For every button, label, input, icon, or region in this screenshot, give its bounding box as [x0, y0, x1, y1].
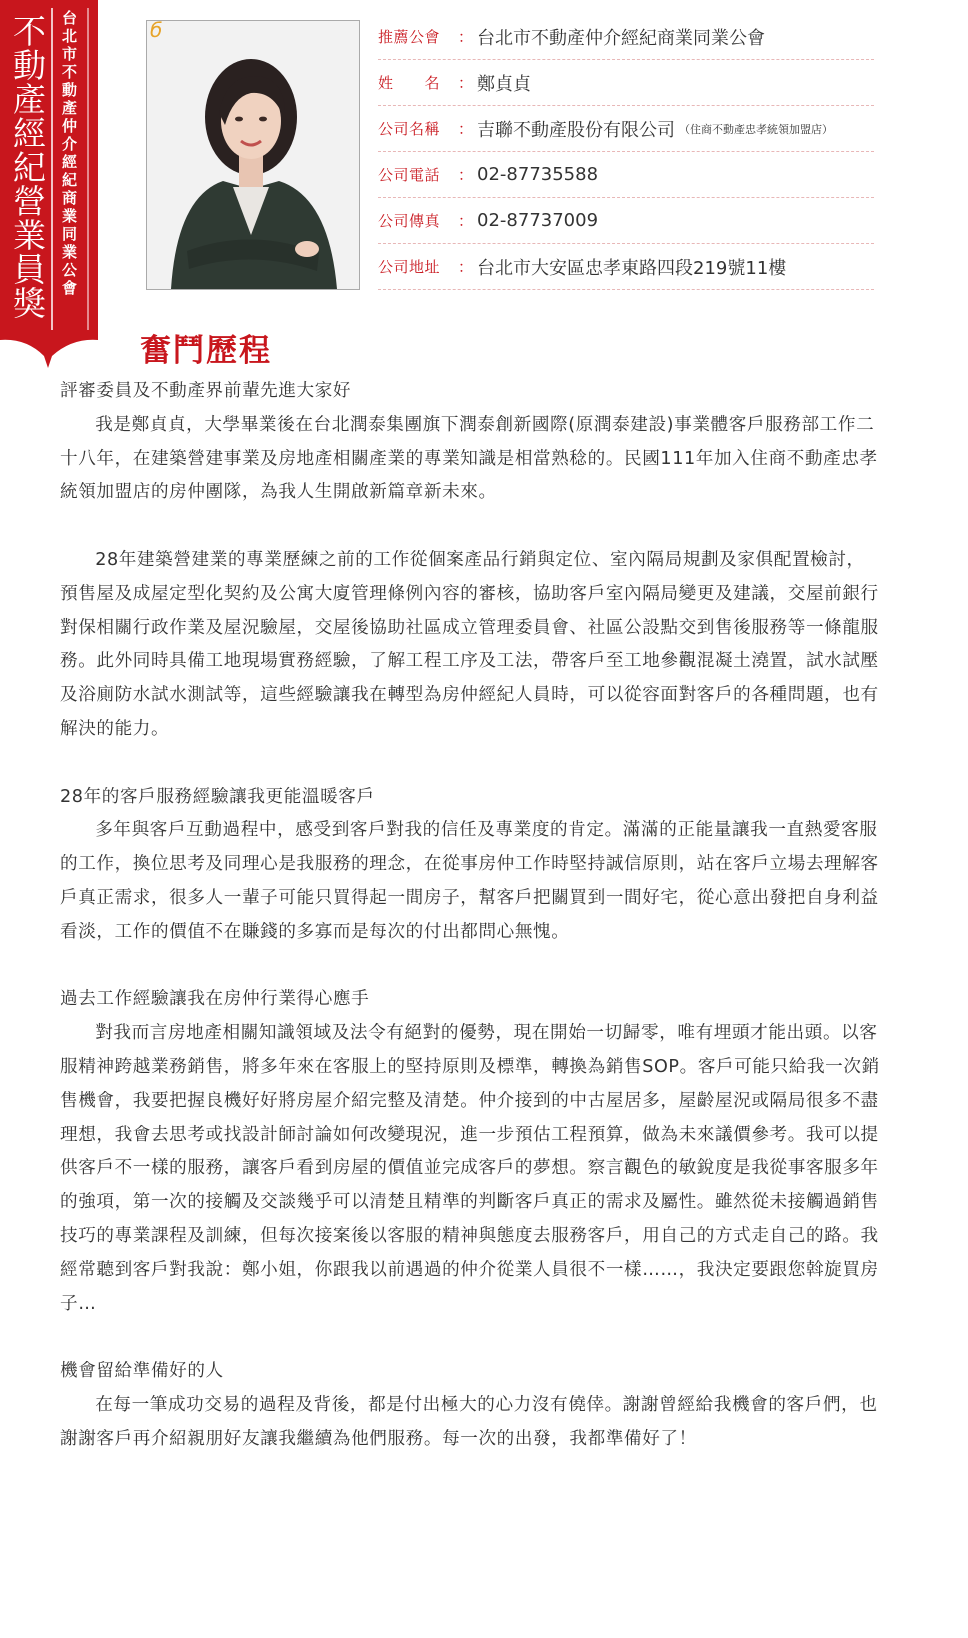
info-row-address	[378, 244, 874, 290]
info-label: 公司名稱	[378, 120, 441, 138]
paragraph-spacer	[60, 510, 882, 544]
info-label: 公司地址	[378, 258, 441, 276]
address-value: 台北市大安區忠孝東路四段219號11樓	[477, 257, 787, 279]
award-title: 不動產經紀營業員獎	[8, 14, 47, 320]
paragraph-spacer	[60, 950, 882, 984]
info-colon: ：	[458, 120, 474, 138]
association-name: 台北市不動產仲介經紀商業同業公會	[60, 10, 78, 298]
story-content	[60, 375, 882, 1457]
fax-value: 02-87737009	[477, 210, 599, 231]
portrait-illustration	[147, 21, 359, 289]
info-colon: ：	[458, 166, 474, 184]
subheading: 過去工作經驗讓我在房仲行業得心應手	[60, 989, 370, 1010]
info-colon: ：	[458, 28, 474, 46]
paragraph: 在每一筆成功交易的過程及背後，都是付出極大的心力沒有僥倖。謝謝曾經給我機會的客戶們，也謝謝客戶再介紹親朋好友讓我繼續為他們服務。每一次的出發，我都準備好了！	[60, 1394, 878, 1449]
paragraph-spacer	[60, 1321, 882, 1355]
greeting: 評審委員及不動產界前輩先進大家好	[60, 381, 352, 401]
info-colon: ：	[458, 258, 474, 276]
info-label: 公司電話	[378, 166, 441, 184]
company-note: （住商不動產忠孝統領加盟店）	[679, 122, 834, 136]
info-label: 公司傳真	[378, 212, 441, 230]
phone-value: 02-87735588	[477, 164, 599, 185]
info-colon: ：	[458, 212, 474, 230]
recommender-value: 台北市不動產仲介經紀商業同業公會	[477, 27, 766, 49]
profile-info	[378, 14, 874, 290]
paragraph: 我是鄭貞貞，大學畢業後在台北潤泰集團旗下潤泰創新國際(原潤泰建設)事業體客戶服務部工作二十八年，在建築營建事業及房地產相關產業的專業知識是相當熟稔的。民國111年加入住商不動產忠孝統領加盟店的房仲團隊，為我人生開啟新篇章新未來。	[60, 414, 878, 503]
info-row-phone	[378, 152, 874, 198]
info-row-fax	[378, 198, 874, 244]
info-row-recommender	[378, 14, 874, 60]
award-ribbon	[0, 0, 98, 372]
info-label: 推薦公會	[378, 28, 441, 46]
subheading: 28年的客戶服務經驗讓我更能溫暖客戶	[60, 786, 375, 807]
profile-photo	[146, 20, 360, 290]
info-row-company	[378, 106, 874, 152]
info-label: 姓 名	[378, 74, 441, 92]
name-value: 鄭貞貞	[477, 73, 532, 95]
paragraph: 28年建築營建業的專業歷練之前的工作從個案產品行銷與定位、室內隔局規劃及家俱配置檢討，預售屋及成屋定型化契約及公寓大廈管理條例內容的審核，協助客戶室內隔局變更及建議，交屋前銀行對保相關行政作業及屋況驗屋，交屋後協助社區成立管理委員會、社區公設點交到售後服務等一條龍服務。此外同時具備工地現場實務經驗，了解工程工序及工法，帶客戶至工地參觀混凝土澆置，試水試壓及浴廁防水試水測試等，這些經驗讓我在轉型為房仲經紀人員時，可以從容面對客戶的各種問題，也有解決的能力。	[60, 549, 879, 739]
paragraph: 多年與客戶互動過程中，感受到客戶對我的信任及專業度的肯定。滿滿的正能量讓我一直熱愛客服的工作，換位思考及同理心是我服務的理念，在從事房仲工作時堅持誠信原則，站在客戶立場去理解客戶真正需求，很多人一輩子可能只買得起一間房子，幫客戶把關買到一間好宅，從心意出發把自身利益看淡，工作的價值不在賺錢的多寡而是每次的付出都問心無愧。	[60, 820, 879, 942]
info-colon: ：	[458, 74, 474, 92]
paragraph: 對我而言房地產相關知識領域及法令有絕對的優勢，現在開始一切歸零，唯有埋頭才能出頭。以客服精神跨越業務銷售，將多年來在客服上的堅持原則及標準，轉換為銷售SOP。客戶可能只給我一次銷售機會，我要把握良機好好將房屋介紹完整及清楚。仲介接到的中古屋居多，屋齡屋況或隔局很多不盡理想，我會去思考或找設計師討論如何改變現況，進一步預估工程預算，做為未來議價參考。我可以提供客戶不一樣的服務，讓客戶看到房屋的價值並完成客戶的夢想。察言觀色的敏銳度是我從事客服多年的強項，第一次的接觸及交談幾乎可以清楚且精準的判斷客戶真正的需求及屬性。雖然從未接觸過銷售技巧的專業課程及訓練，但每次接案後以客服的精神與態度去服務客戶，用自己的方式走自己的路。我經常聽到客戶對我說：鄭小姐，你跟我以前遇過的仲介從業人員很不一樣……，我決定要跟您斡旋買房子…	[60, 1023, 880, 1314]
decorative-mark-icon: б	[150, 18, 163, 42]
info-row-name	[378, 60, 874, 106]
paragraph-spacer	[60, 747, 882, 781]
section-title: 奮鬥歷程	[140, 333, 272, 369]
subheading: 機會留給準備好的人	[60, 1361, 224, 1382]
company-value: 吉聯不動產股份有限公司	[477, 119, 676, 141]
